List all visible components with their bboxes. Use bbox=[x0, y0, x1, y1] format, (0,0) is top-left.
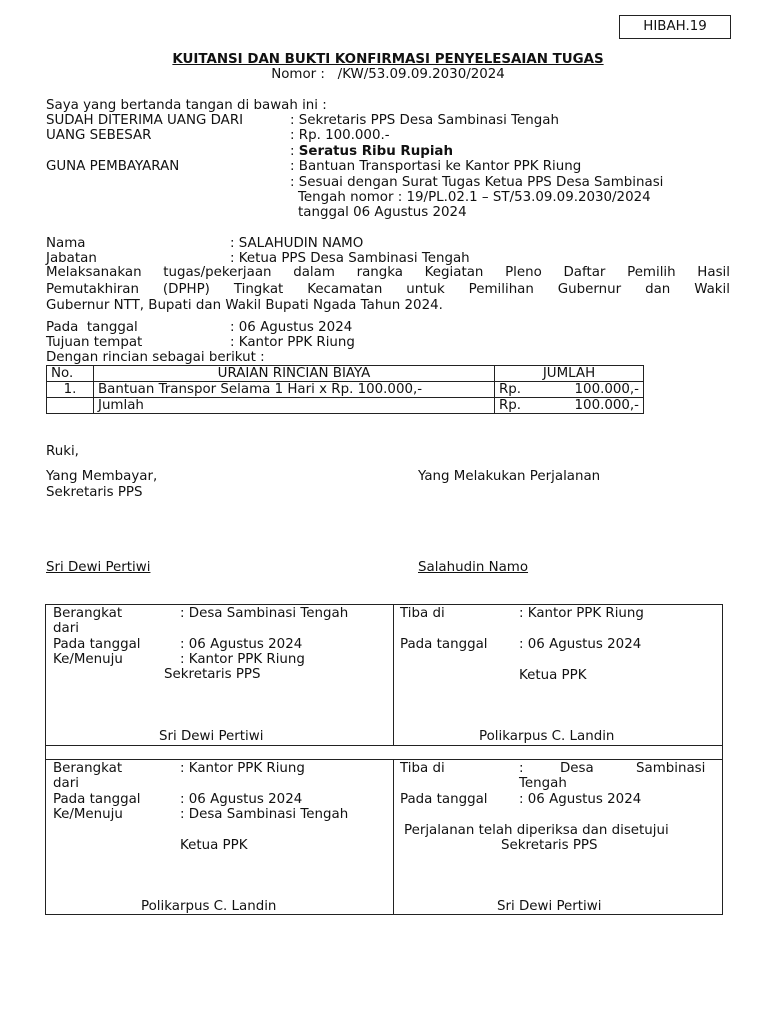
purpose-value-4: tanggal 06 Agustus 2024 bbox=[298, 205, 467, 220]
box2-arrive-date-label: Pada tanggal bbox=[400, 792, 488, 807]
box1-right-official-name: Polikarpus C. Landin bbox=[479, 729, 615, 744]
amount-in-words-colon: : bbox=[290, 144, 299, 159]
total-amount bbox=[495, 398, 644, 414]
box2-arrive-colon: : bbox=[519, 761, 524, 776]
amount-in-words-text: Seratus Ribu Rupiah bbox=[298, 144, 453, 159]
box2-date-label: Pada tanggal bbox=[53, 792, 141, 807]
currency-label: Rp. bbox=[499, 398, 522, 413]
amount-in-words bbox=[290, 144, 453, 159]
document-title: KUITANSI DAN BUKTI KONFIRMASI PENYELESAIAN TUGAS bbox=[172, 52, 604, 67]
header-amount: JUMLAH bbox=[495, 366, 644, 382]
intro-text: Saya yang bertanda tangan di bawah ini : bbox=[46, 98, 327, 113]
divider bbox=[393, 759, 394, 915]
task-paragraph-line: Pemutakhiran (DPHP) Tingkat Kecamatan untuk Pemilihan Gubernur dan Wakil bbox=[46, 281, 730, 297]
table-header-row bbox=[47, 366, 644, 382]
name-value: : SALAHUDIN NAMO bbox=[230, 236, 364, 251]
box2-arrive-label: Tiba di bbox=[400, 761, 445, 776]
amount-value: : Rp. 100.000.- bbox=[290, 128, 390, 143]
task-paragraph-line: Melaksanakan tugas/pekerjaan dalam rangka Kegiatan Pleno Daftar Pemilih Hasil bbox=[46, 265, 730, 280]
box1-depart-label-2: dari bbox=[53, 621, 79, 636]
received-from-value: : Sekretaris PPS Desa Sambinasi Tengah bbox=[290, 113, 559, 128]
box1-arrive-date-label: Pada tanggal bbox=[400, 637, 488, 652]
purpose-value-2: : Sesuai dengan Surat Tugas Ketua PPS Desa Sambinasi bbox=[290, 175, 664, 190]
box1-date-value: : 06 Agustus 2024 bbox=[180, 637, 303, 652]
trip-date-value: : 06 Agustus 2024 bbox=[230, 320, 353, 335]
box1-left-official-title: Sekretaris PPS bbox=[164, 667, 261, 682]
box1-destination-value: : Kantor PPK Riung bbox=[180, 652, 305, 667]
row-description: Bantuan Transpor Selama 1 Hari x Rp. 100.000,- bbox=[94, 382, 495, 398]
name-label: Nama bbox=[46, 236, 86, 251]
row-no: 1. bbox=[47, 382, 94, 398]
row-no-empty bbox=[47, 398, 94, 414]
purpose-value-3: Tengah nomor : 19/PL.02.1 – ST/53.09.09.2030/2024 bbox=[298, 190, 651, 205]
box2-approval-note: Perjalanan telah diperiksa dan disetujui bbox=[404, 823, 669, 838]
box1-destination-label: Ke/Menuju bbox=[53, 652, 123, 667]
box2-arrive-word-3: Tengah bbox=[519, 776, 567, 791]
header-no: No. bbox=[47, 366, 94, 382]
box1-arrive-label: Tiba di bbox=[400, 606, 445, 621]
box2-arrive-word-2: Sambinasi bbox=[636, 761, 706, 776]
box2-depart-label: Berangkat bbox=[53, 761, 123, 776]
amount-value: 100.000,- bbox=[574, 398, 639, 413]
payer-position: Sekretaris PPS bbox=[46, 485, 143, 500]
destination-label: Tujuan tempat bbox=[46, 335, 143, 350]
box2-right-official-title: Sekretaris PPS bbox=[501, 838, 598, 853]
table-total-row bbox=[47, 398, 644, 414]
cost-table bbox=[46, 365, 644, 414]
trip-date-label: Pada tanggal bbox=[46, 320, 138, 335]
position-value: : Ketua PPS Desa Sambinasi Tengah bbox=[230, 251, 470, 266]
box1-arrive-value: : Kantor PPK Riung bbox=[519, 606, 644, 621]
box2-left-official-title: Ketua PPK bbox=[180, 838, 248, 853]
task-paragraph-line: Gubernur NTT, Bupati dan Wakil Bupati Ngada Tahun 2024. bbox=[46, 298, 443, 313]
box1-right-official-title: Ketua PPK bbox=[519, 668, 587, 683]
table-row bbox=[47, 382, 644, 398]
box2-destination-value: : Desa Sambinasi Tengah bbox=[180, 807, 349, 822]
box2-left-official-name: Polikarpus C. Landin bbox=[141, 899, 277, 914]
purpose-value-1: : Bantuan Transportasi ke Kantor PPK Riung bbox=[290, 159, 582, 174]
place-date: Ruki, bbox=[46, 444, 79, 459]
details-intro: Dengan rincian sebagai berikut : bbox=[46, 350, 265, 365]
received-from-label: SUDAH DITERIMA UANG DARI bbox=[46, 113, 244, 128]
traveler-name: Salahudin Namo bbox=[418, 560, 529, 575]
divider bbox=[45, 745, 723, 746]
box2-depart-value: : Kantor PPK Riung bbox=[180, 761, 305, 776]
document-code: HIBAH.19 bbox=[619, 15, 731, 39]
header-description: URAIAN RINCIAN BIAYA bbox=[94, 366, 495, 382]
task-paragraph bbox=[46, 265, 730, 315]
box1-depart-value: : Desa Sambinasi Tengah bbox=[180, 606, 349, 621]
document-number: Nomor : /KW/53.09.09.2030/2024 bbox=[271, 67, 505, 82]
box2-arrive-word-1: Desa bbox=[560, 761, 594, 776]
box2-depart-label-2: dari bbox=[53, 776, 79, 791]
box1-arrive-date-value: : 06 Agustus 2024 bbox=[519, 637, 642, 652]
divider bbox=[45, 759, 723, 760]
destination-value: : Kantor PPK Riung bbox=[230, 335, 355, 350]
box2-destination-label: Ke/Menuju bbox=[53, 807, 123, 822]
total-label: Jumlah bbox=[94, 398, 495, 414]
position-label: Jabatan bbox=[46, 251, 97, 266]
box2-date-value: : 06 Agustus 2024 bbox=[180, 792, 303, 807]
currency-label: Rp. bbox=[499, 382, 522, 397]
amount-label: UANG SEBESAR bbox=[46, 128, 152, 143]
divider bbox=[393, 604, 394, 745]
purpose-label: GUNA PEMBAYARAN bbox=[46, 159, 180, 174]
row-amount bbox=[495, 382, 644, 398]
box1-date-label: Pada tanggal bbox=[53, 637, 141, 652]
traveler-title: Yang Melakukan Perjalanan bbox=[418, 469, 601, 484]
box1-left-official-name: Sri Dewi Pertiwi bbox=[159, 729, 264, 744]
box1-depart-label: Berangkat bbox=[53, 606, 123, 621]
amount-value: 100.000,- bbox=[574, 382, 639, 397]
payer-name: Sri Dewi Pertiwi bbox=[46, 560, 151, 575]
payer-title: Yang Membayar, bbox=[46, 469, 158, 484]
box2-arrive-date-value: : 06 Agustus 2024 bbox=[519, 792, 642, 807]
box2-right-official-name: Sri Dewi Pertiwi bbox=[497, 899, 602, 914]
